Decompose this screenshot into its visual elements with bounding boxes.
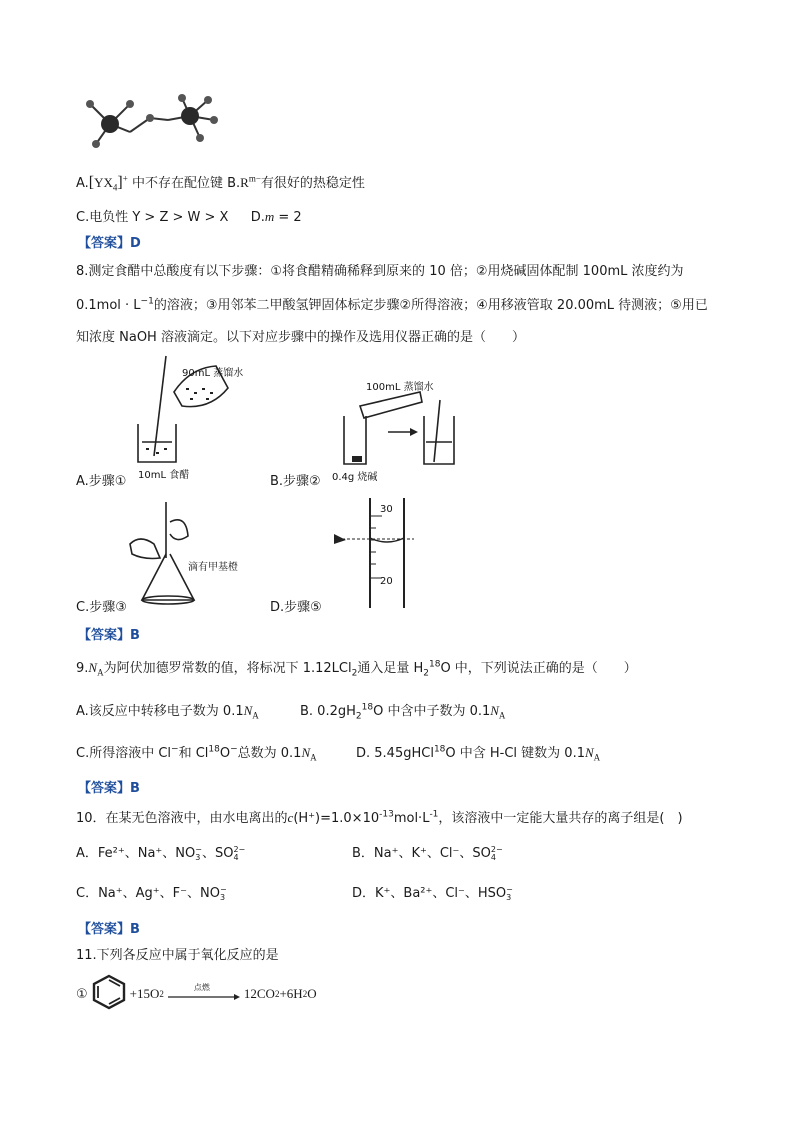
q9-option-d: D. 5.45gHCl$^{18}$O 中含 H-Cl 键数为 $0.1N_A$ bbox=[356, 744, 601, 763]
q8-stem-line1: 8.测定食醋中总酸度有以下步骤：①将食醋精确稀释到原来的 10 倍；②用烧碱固体配制 100mL 浓度约为 bbox=[76, 264, 684, 279]
q11-item1: ① +15O 2 点燃 12CO 2 +6H 2 O bbox=[76, 976, 317, 1012]
figure-step3 bbox=[126, 500, 246, 610]
molecule-figure bbox=[78, 92, 228, 154]
q8-stem-line3: 知浓度 NaOH 溶液滴定。以下对应步骤中的操作及选用仪器正确的是（ ） bbox=[76, 330, 525, 345]
q9-option-c: C.所得溶液中 Cl−和 Cl$^{18}$O−总数为 $0.1N_A$ bbox=[76, 744, 317, 763]
q8-answer: 【答案】B bbox=[78, 628, 140, 643]
figure-step5 bbox=[330, 496, 430, 610]
q8-stem-line2: $0.1mol \cdot L^{-1}$的溶液；③用邻苯二甲酸氢钾固体标定步骤②所得溶液；④用移液管取 20.00mL 待测液；⑤用已 bbox=[76, 296, 708, 313]
q8-option-a: A.步骤① bbox=[76, 474, 127, 489]
figB-top-label: 100mL 蒸馏水 bbox=[366, 382, 434, 393]
q9-stem: $9.N_A$为阿伏加德罗常数的值，将标况下 1.12LCl$_2$通入足量 $H_2^{18}O$ 中，下列说法正确的是（ ） bbox=[76, 659, 637, 679]
q10-option-d: D．K⁺、Ba²⁺、Cl⁻、HSO − 3 bbox=[352, 884, 513, 902]
bracket-right: ] bbox=[117, 174, 123, 191]
q8-option-c: C.步骤③ bbox=[76, 600, 127, 615]
figC-label: 滴有甲基橙 bbox=[188, 562, 238, 573]
q10-answer: 【答案】B bbox=[78, 922, 140, 937]
q8-option-d: D.步骤⑤ bbox=[270, 600, 322, 615]
q7-option-a-b: $A.[YX_4]^+$ 中不存在配位键 $B.R^{m-}$有很好的热稳定性 bbox=[76, 173, 365, 193]
q10-stem: 10．在某无色溶液中，由水电离出的$c(H^+)=1.0\times 10^{-13}mol\cdot L^{-1}$，该溶液中一定能大量共存的离子组是( ) bbox=[76, 809, 683, 826]
bracket-left: [ bbox=[88, 174, 95, 191]
q9-option-b: B. $0.2gH_2^{18}O$ 中含中子数为 $0.1N_A$ bbox=[300, 702, 506, 722]
figD-tick-20: 20 bbox=[380, 576, 393, 587]
q7-option-c-d: C.电负性 Y > Z > W > X D.m = 2 bbox=[76, 209, 302, 225]
figure-step1 bbox=[120, 352, 270, 484]
q11-stem: 11.下列各反应中属于氧化反应的是 bbox=[76, 948, 279, 963]
figA-top-label: 90mL 蒸馏水 bbox=[182, 368, 244, 379]
figA-bottom-label: 10mL 食醋 bbox=[138, 470, 190, 481]
q10-option-b: B．Na⁺、K⁺、Cl⁻、SO 2− 4 bbox=[352, 844, 503, 862]
q10-option-c: C．Na⁺、Ag⁺、F⁻、NO − 3 bbox=[76, 884, 227, 902]
q8-option-b: B.步骤② bbox=[270, 474, 321, 489]
q9-option-a: A.该反应中转移电子数为 $0.1N_A$ bbox=[76, 703, 259, 721]
reaction-arrow: 点燃 bbox=[168, 984, 240, 1004]
figB-bottom-label: 0.4g 烧碱 bbox=[332, 472, 378, 483]
q9-answer: 【答案】B bbox=[78, 781, 140, 796]
figure-step2 bbox=[330, 372, 470, 484]
q10-option-a: A．Fe²⁺、Na⁺、NO − 3 、SO 2− 4 bbox=[76, 844, 246, 862]
q7-answer: 【答案】D bbox=[78, 236, 141, 251]
benzene-ring-icon bbox=[90, 974, 128, 1014]
figD-tick-30: 30 bbox=[380, 504, 393, 515]
